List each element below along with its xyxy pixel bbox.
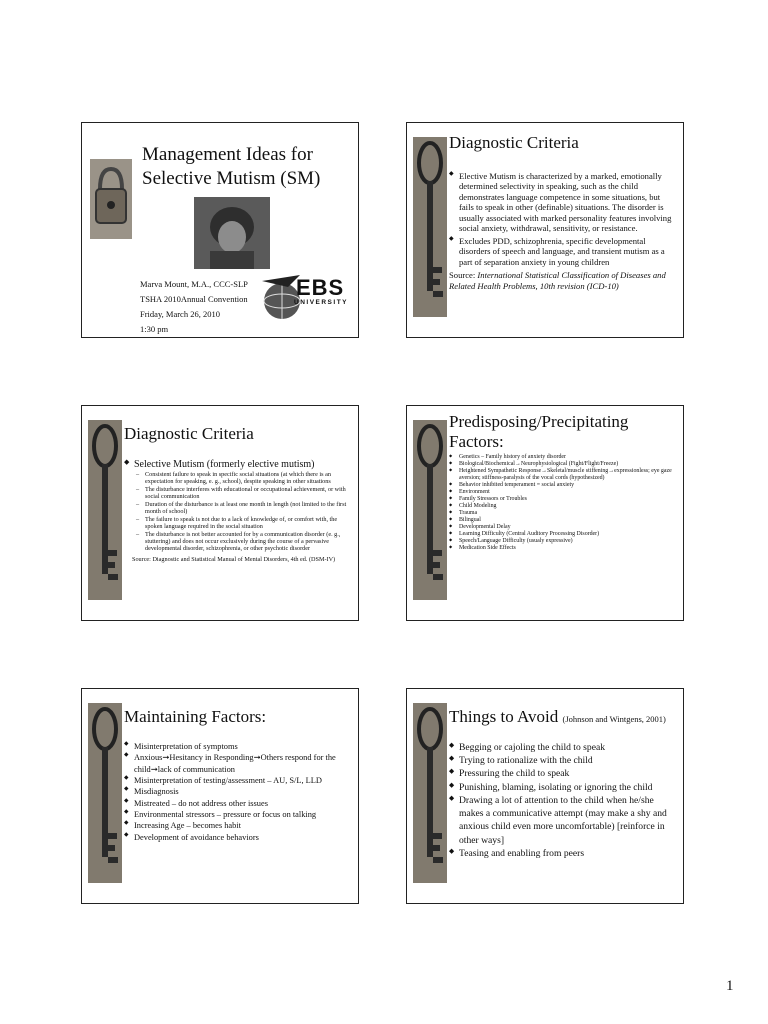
page-number: 1	[726, 978, 734, 994]
bullet-item: ◆ Bilingual	[449, 517, 675, 524]
bullet-item: ◆ Mistreated – do not address other issues	[124, 798, 350, 809]
bullet-item: ◆ Environment	[449, 489, 675, 496]
key-image	[88, 703, 122, 883]
sub-bullet-item: – The disturbance is not better accounted for by a communication disorder (e. g., stuttering) and does not occur exclusively during the course of a pervasive developmental disorder, schizophrenia, or other psychotic disorder	[136, 531, 350, 553]
slide-heading: Diagnostic Criteria	[449, 133, 579, 152]
bullet-item: ◆ Biological/Biochemical→Neurophysiological (Fight/Flight/Freeze)	[449, 461, 675, 468]
bullet-item: ◆ Behavior inhibited temperament = social anxiety	[449, 482, 675, 489]
sub-bullet-item: – Consistent failure to speak in specific social situations (at which there is an expectation for speaking, e. g., school), despite speaking in other situations	[136, 471, 350, 486]
sub-bullet-item: – The failure to speak is not due to a lack of knowledge of, or comfort with, the spoken language required in the social situation	[136, 516, 350, 531]
bullet-item: ◆ Family Stressors or Troubles	[449, 496, 675, 503]
bullet-item: ◆ Heightened Sympathetic Response→Skeletal/muscle stiffening→expressionless; eye gaze aversion; stiffness-paralysis of the vocal cords (hypothesized)	[449, 468, 675, 482]
bullet-item: ◆ Drawing a lot of attention to the child when he/she makes a communicative attempt (may make a shy and anxious child even more uncomfortable) [reinforce in other ways]	[449, 794, 675, 847]
slide-diagnostic-criteria-icd	[406, 122, 684, 338]
bullet-item: ◆ Punishing, blaming, isolating or ignoring the child	[449, 781, 675, 794]
bullet-item: ◆ Genetics – Family history of anxiety disorder	[449, 454, 675, 461]
bullet-item: ◆ Developmental Delay	[449, 524, 675, 531]
bullet-item: ◆ Environmental stressors – pressure or focus on talking	[124, 809, 350, 820]
slide-heading	[449, 707, 677, 727]
source-text: International Statistical Classification of Diseases and Related Health Problems, 10th revision (ICD-10)	[449, 270, 666, 291]
key-image	[413, 703, 447, 883]
slide-heading-text: Things to Avoid	[449, 707, 559, 726]
presenter-name: Marva Mount, M.A., CCC-SLP	[140, 279, 248, 289]
bullet-item: ◆ Elective Mutism is characterized by a marked, emotionally determined selectivity in speaking, such as the child demonstrates language competence in some situations, but fails to speak in other (definable) situations. The disorder is usually associated with marked personality features involving social anxiety, withdrawal, sensitivity, or resistance.	[449, 171, 675, 234]
event-name: TSHA 2010Annual Convention	[140, 293, 248, 304]
bullet-item: ◆ Misinterpretation of testing/assessment – AU, S/L, LLD	[124, 775, 350, 786]
sub-bullet-item: – Duration of the disturbance is at least one month in length (not limited to the first month of school)	[136, 501, 350, 516]
event-time: 1:30 pm	[140, 323, 169, 334]
source-citation	[449, 270, 675, 291]
bullet-text: Selective Mutism (formerly elective mutism)	[134, 459, 315, 470]
key-image	[413, 420, 447, 600]
bullet-item: ◆ Pressuring the child to speak	[449, 767, 675, 780]
bullet-item: ◆ Learning Difficulty (Central Auditory Processing Disorder)	[449, 531, 675, 538]
slide-maintaining-factors	[81, 688, 359, 904]
bullet-item: ◆ Misinterpretation of symptoms	[124, 741, 350, 752]
bullet-item: ◆ Increasing Age – becomes habit	[124, 820, 350, 831]
presenter-info	[140, 277, 248, 337]
presentation-title: Management Ideas for Selective Mutism (SM)	[142, 144, 321, 189]
bullet-item: ◆ Anxious➞Hesitancy in Responding➞Others respond for the child➞lack of communication	[124, 752, 350, 775]
bullet-item: ◆ Excludes PDD, schizophrenia, specific developmental disorders of speech and language, and transient mutism as a part of separation anxiety in young children	[449, 236, 675, 267]
bullet-item: ◆ Child Modeling	[449, 503, 675, 510]
slide-things-to-avoid	[406, 688, 684, 904]
bullet-item: ◆ Development of avoidance behaviors	[124, 832, 350, 843]
slide-title	[81, 122, 359, 338]
bullet-item: ◆ Medication Side Effects	[449, 545, 675, 552]
key-image	[88, 420, 122, 600]
slide-predisposing-factors	[406, 405, 684, 621]
padlock-image	[90, 159, 132, 239]
bullet-item: ◆ Misdiagnosis	[124, 786, 350, 797]
slide-heading: Maintaining Factors:	[124, 707, 267, 726]
key-image	[413, 137, 447, 317]
bullet-item: ◆ Trauma	[449, 510, 675, 517]
bullet-item: ◆ Teasing and enabling from peers	[449, 847, 675, 860]
bullet-item: ◆ Trying to rationalize with the child	[449, 754, 675, 767]
slide-diagnostic-criteria-dsm	[81, 405, 359, 621]
source-label: Source:	[449, 270, 476, 281]
bullet-item: ◆ Begging or cajoling the child to speak	[449, 741, 675, 754]
sub-bullet-item: – The disturbance interferes with educational or occupational achievement, or with social communication	[136, 486, 350, 501]
slide-heading-reference: (Johnson and Wintgens, 2001)	[562, 714, 666, 724]
child-photo	[194, 197, 270, 269]
source-citation: Source: Diagnostic and Statistical Manual of Mental Disorders, 4th ed. (DSM-IV)	[132, 555, 336, 563]
slide-heading: Diagnostic Criteria	[124, 424, 254, 443]
bullet-item	[124, 458, 350, 471]
logo-subtext: UNIVERSITY	[294, 299, 349, 306]
logo-text: EBS	[296, 275, 345, 300]
bullet-item: ◆ Speech/Language Difficulty (usualy expressive)	[449, 538, 675, 545]
slide-heading: Predisposing/Precipitating Factors:	[449, 412, 629, 452]
event-date: Friday, March 26, 2010	[140, 308, 220, 319]
